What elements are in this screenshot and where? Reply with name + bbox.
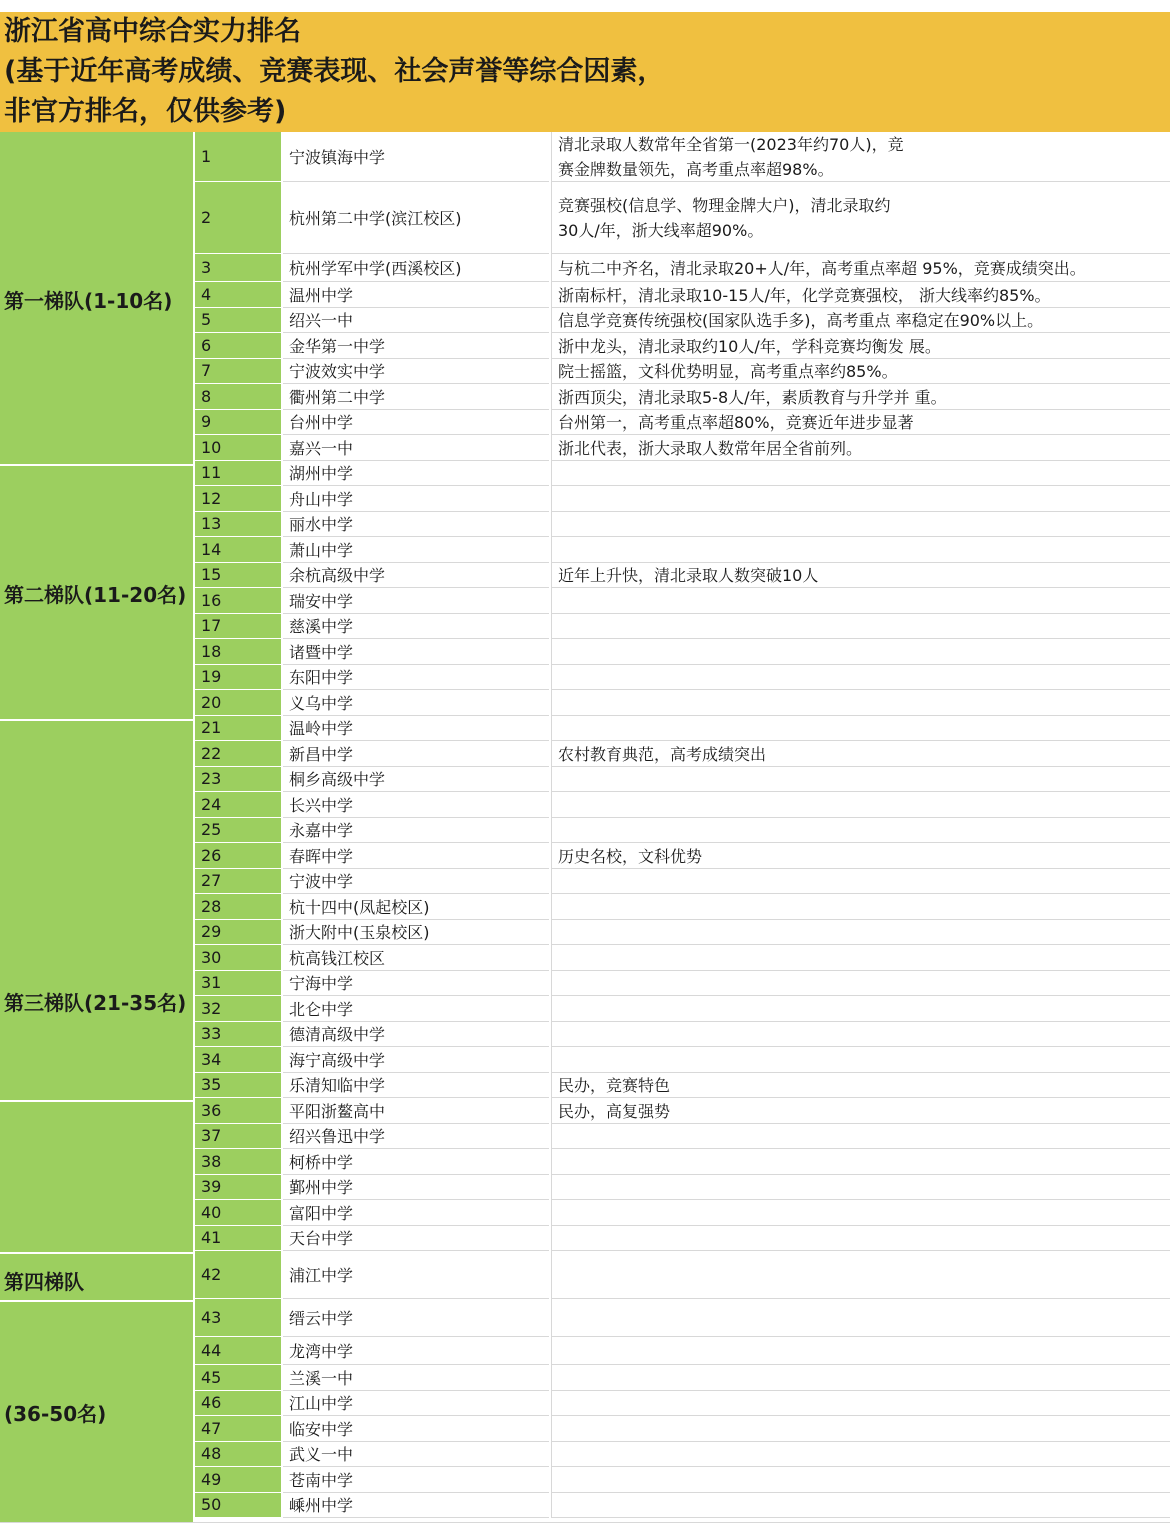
tier-label: 第三梯队(21-35名) bbox=[4, 991, 187, 1015]
note-cell: 浙南标杆，清北录取10-15人/年，化学竞赛强校， 浙大线率约85%。 bbox=[551, 282, 1170, 308]
school-name-cell: 春晖中学 bbox=[283, 843, 549, 869]
note-cell: 农村教育典范，高考成绩突出 bbox=[551, 741, 1170, 767]
table-row bbox=[0, 716, 1170, 742]
rank-cell: 13 bbox=[195, 512, 281, 538]
school-name-cell: 德清高级中学 bbox=[283, 1022, 549, 1048]
rank-cell: 27 bbox=[195, 869, 281, 895]
rank-cell: 22 bbox=[195, 741, 281, 767]
school-name-cell: 宁波效实中学 bbox=[283, 359, 549, 385]
rank-cell: 24 bbox=[195, 792, 281, 818]
table-row bbox=[0, 1442, 1170, 1468]
table-row bbox=[0, 690, 1170, 716]
rank-cell: 16 bbox=[195, 588, 281, 614]
table-row bbox=[0, 1493, 1170, 1519]
school-name-cell: 浦江中学 bbox=[283, 1251, 549, 1299]
rank-cell: 43 bbox=[195, 1299, 281, 1337]
rank-cell: 2 bbox=[195, 182, 281, 254]
note-cell bbox=[551, 792, 1170, 818]
note-cell bbox=[551, 1251, 1170, 1299]
school-name-cell: 瑞安中学 bbox=[283, 588, 549, 614]
table-row bbox=[0, 1251, 1170, 1299]
note-cell bbox=[551, 486, 1170, 512]
note-cell bbox=[551, 588, 1170, 614]
school-name-cell: 乐清知临中学 bbox=[283, 1073, 549, 1099]
table-row bbox=[0, 818, 1170, 844]
note-cell bbox=[551, 996, 1170, 1022]
school-name-cell: 丽水中学 bbox=[283, 512, 549, 538]
note-cell bbox=[551, 1416, 1170, 1442]
school-name-cell: 余杭高级中学 bbox=[283, 563, 549, 589]
rank-cell: 35 bbox=[195, 1073, 281, 1099]
tier-label: 第二梯队(11-20名) bbox=[4, 583, 187, 607]
note-cell: 民办，高复强势 bbox=[551, 1098, 1170, 1124]
school-name-cell: 诸暨中学 bbox=[283, 639, 549, 665]
rank-cell: 44 bbox=[195, 1337, 281, 1365]
note-cell bbox=[551, 945, 1170, 971]
rank-cell: 11 bbox=[195, 461, 281, 487]
table-row bbox=[0, 410, 1170, 436]
table-row bbox=[0, 132, 1170, 182]
table-row bbox=[0, 282, 1170, 308]
school-name-cell: 苍南中学 bbox=[283, 1467, 549, 1493]
school-name-cell: 缙云中学 bbox=[283, 1299, 549, 1337]
table-row bbox=[0, 588, 1170, 614]
table-row bbox=[0, 308, 1170, 334]
note-cell: 浙北代表，浙大录取人数常年居全省前列。 bbox=[551, 435, 1170, 461]
table-row bbox=[0, 665, 1170, 691]
table-row bbox=[0, 869, 1170, 895]
note-cell: 与杭二中齐名，清北录取20+人/年，高考重点率超 95%，竞赛成绩突出。 bbox=[551, 254, 1170, 282]
school-name-cell: 绍兴一中 bbox=[283, 308, 549, 334]
table-row bbox=[0, 920, 1170, 946]
school-name-cell: 柯桥中学 bbox=[283, 1149, 549, 1175]
table-row bbox=[0, 333, 1170, 359]
school-name-cell: 海宁高级中学 bbox=[283, 1047, 549, 1073]
note-cell bbox=[551, 690, 1170, 716]
rank-cell: 32 bbox=[195, 996, 281, 1022]
school-name-cell: 武义一中 bbox=[283, 1442, 549, 1468]
rank-cell: 1 bbox=[195, 132, 281, 182]
school-name-cell: 江山中学 bbox=[283, 1391, 549, 1417]
table-row bbox=[0, 254, 1170, 282]
note-cell bbox=[551, 1175, 1170, 1201]
school-name-cell: 龙湾中学 bbox=[283, 1337, 549, 1365]
table-row bbox=[0, 614, 1170, 640]
table-row bbox=[0, 359, 1170, 385]
table-row bbox=[0, 1365, 1170, 1391]
note-cell bbox=[551, 1022, 1170, 1048]
school-name-cell: 湖州中学 bbox=[283, 461, 549, 487]
school-name-cell: 义乌中学 bbox=[283, 690, 549, 716]
rank-cell: 30 bbox=[195, 945, 281, 971]
note-cell bbox=[551, 461, 1170, 487]
school-name-cell: 宁海中学 bbox=[283, 971, 549, 997]
rank-cell: 31 bbox=[195, 971, 281, 997]
note-cell: 竞赛强校(信息学、物理金牌大户)，清北录取约 30人/年，浙大线率超90%。 bbox=[551, 182, 1170, 254]
rank-cell: 12 bbox=[195, 486, 281, 512]
rank-cell: 29 bbox=[195, 920, 281, 946]
table-row bbox=[0, 537, 1170, 563]
rank-cell: 40 bbox=[195, 1200, 281, 1226]
table-row bbox=[0, 639, 1170, 665]
table-row bbox=[0, 971, 1170, 997]
rank-cell: 39 bbox=[195, 1175, 281, 1201]
table-row bbox=[0, 1149, 1170, 1175]
note-cell: 清北录取人数常年全省第一(2023年约70人)，竞 赛金牌数量领先，高考重点率超98%。 bbox=[551, 132, 1170, 182]
note-cell: 浙中龙头，清北录取约10人/年，学科竞赛均衡发 展。 bbox=[551, 333, 1170, 359]
note-cell bbox=[551, 537, 1170, 563]
school-name-cell: 永嘉中学 bbox=[283, 818, 549, 844]
school-name-cell: 杭州第二中学(滨江校区) bbox=[283, 182, 549, 254]
school-name-cell: 衢州第二中学 bbox=[283, 384, 549, 410]
note-cell bbox=[551, 716, 1170, 742]
table-row bbox=[0, 741, 1170, 767]
note-cell bbox=[551, 1337, 1170, 1365]
note-cell: 浙西顶尖，清北录取5-8人/年，素质教育与升学并 重。 bbox=[551, 384, 1170, 410]
rank-cell: 8 bbox=[195, 384, 281, 410]
table-row bbox=[0, 996, 1170, 1022]
note-cell bbox=[551, 1149, 1170, 1175]
note-cell bbox=[551, 971, 1170, 997]
note-cell bbox=[551, 767, 1170, 793]
tier-label: 第四梯队 bbox=[4, 1270, 84, 1294]
table-row bbox=[0, 1226, 1170, 1252]
rank-cell: 47 bbox=[195, 1416, 281, 1442]
note-cell bbox=[551, 1365, 1170, 1391]
note-cell bbox=[551, 1047, 1170, 1073]
note-cell bbox=[551, 665, 1170, 691]
school-name-cell: 台州中学 bbox=[283, 410, 549, 436]
school-name-cell: 舟山中学 bbox=[283, 486, 549, 512]
note-cell: 信息学竞赛传统强校(国家队选手多)，高考重点 率稳定在90%以上。 bbox=[551, 308, 1170, 334]
rank-cell: 48 bbox=[195, 1442, 281, 1468]
table-row bbox=[0, 1022, 1170, 1048]
rank-cell: 7 bbox=[195, 359, 281, 385]
table-row bbox=[0, 792, 1170, 818]
note-cell: 院士摇篮，文科优势明显，高考重点率约85%。 bbox=[551, 359, 1170, 385]
school-name-cell: 萧山中学 bbox=[283, 537, 549, 563]
school-name-cell: 嵊州中学 bbox=[283, 1493, 549, 1519]
table-row bbox=[0, 1098, 1170, 1124]
school-name-cell: 东阳中学 bbox=[283, 665, 549, 691]
note-cell bbox=[551, 639, 1170, 665]
note-cell bbox=[551, 1442, 1170, 1468]
school-name-cell: 宁波镇海中学 bbox=[283, 132, 549, 182]
page-header bbox=[0, 12, 1170, 132]
rank-cell: 20 bbox=[195, 690, 281, 716]
rank-cell: 4 bbox=[195, 282, 281, 308]
table-row bbox=[0, 894, 1170, 920]
rank-cell: 23 bbox=[195, 767, 281, 793]
school-name-cell: 绍兴鲁迅中学 bbox=[283, 1124, 549, 1150]
school-name-cell: 温岭中学 bbox=[283, 716, 549, 742]
table-row bbox=[0, 1200, 1170, 1226]
school-name-cell: 嘉兴一中 bbox=[283, 435, 549, 461]
note-cell bbox=[551, 1299, 1170, 1337]
note-cell bbox=[551, 1493, 1170, 1519]
table-row bbox=[0, 1391, 1170, 1417]
table-row bbox=[0, 1299, 1170, 1337]
school-name-cell: 平阳浙鳌高中 bbox=[283, 1098, 549, 1124]
table-row bbox=[0, 1337, 1170, 1365]
table-row bbox=[0, 1467, 1170, 1493]
school-name-cell: 桐乡高级中学 bbox=[283, 767, 549, 793]
rank-cell: 41 bbox=[195, 1226, 281, 1252]
table-bottom-border bbox=[0, 1522, 1170, 1523]
note-cell bbox=[551, 894, 1170, 920]
rank-cell: 38 bbox=[195, 1149, 281, 1175]
page-subtitle-line2: 非官方排名，仅供参考) bbox=[4, 96, 287, 127]
note-cell bbox=[551, 1226, 1170, 1252]
table-row bbox=[0, 945, 1170, 971]
table-row bbox=[0, 1073, 1170, 1099]
rank-cell: 33 bbox=[195, 1022, 281, 1048]
note-cell bbox=[551, 512, 1170, 538]
rank-cell: 14 bbox=[195, 537, 281, 563]
tier-label: (36-50名) bbox=[4, 1402, 107, 1426]
note-cell bbox=[551, 869, 1170, 895]
table-row bbox=[0, 384, 1170, 410]
rank-cell: 6 bbox=[195, 333, 281, 359]
table-row bbox=[0, 1416, 1170, 1442]
note-cell: 近年上升快，清北录取人数突破10人 bbox=[551, 563, 1170, 589]
table-row bbox=[0, 182, 1170, 254]
school-name-cell: 新昌中学 bbox=[283, 741, 549, 767]
rank-cell: 21 bbox=[195, 716, 281, 742]
rank-cell: 10 bbox=[195, 435, 281, 461]
rank-cell: 3 bbox=[195, 254, 281, 282]
table-row bbox=[0, 486, 1170, 512]
table-row bbox=[0, 1124, 1170, 1150]
table-row bbox=[0, 512, 1170, 538]
school-name-cell: 杭高钱江校区 bbox=[283, 945, 549, 971]
rank-cell: 37 bbox=[195, 1124, 281, 1150]
rank-cell: 18 bbox=[195, 639, 281, 665]
rank-cell: 9 bbox=[195, 410, 281, 436]
note-cell bbox=[551, 1467, 1170, 1493]
rank-cell: 45 bbox=[195, 1365, 281, 1391]
rank-cell: 36 bbox=[195, 1098, 281, 1124]
school-name-cell: 温州中学 bbox=[283, 282, 549, 308]
rank-cell: 19 bbox=[195, 665, 281, 691]
note-cell bbox=[551, 614, 1170, 640]
rank-cell: 42 bbox=[195, 1251, 281, 1299]
rank-cell: 28 bbox=[195, 894, 281, 920]
rank-cell: 50 bbox=[195, 1493, 281, 1519]
rank-cell: 26 bbox=[195, 843, 281, 869]
page-title: 浙江省高中综合实力排名 bbox=[4, 16, 301, 47]
note-cell bbox=[551, 920, 1170, 946]
school-name-cell: 兰溪一中 bbox=[283, 1365, 549, 1391]
school-name-cell: 慈溪中学 bbox=[283, 614, 549, 640]
table-row bbox=[0, 461, 1170, 487]
table-row bbox=[0, 1047, 1170, 1073]
school-name-cell: 天台中学 bbox=[283, 1226, 549, 1252]
rank-cell: 34 bbox=[195, 1047, 281, 1073]
rank-cell: 5 bbox=[195, 308, 281, 334]
table-row bbox=[0, 563, 1170, 589]
table-row bbox=[0, 435, 1170, 461]
rank-cell: 49 bbox=[195, 1467, 281, 1493]
note-cell bbox=[551, 1391, 1170, 1417]
note-cell bbox=[551, 1200, 1170, 1226]
note-cell bbox=[551, 1124, 1170, 1150]
school-name-cell: 鄞州中学 bbox=[283, 1175, 549, 1201]
rank-cell: 17 bbox=[195, 614, 281, 640]
school-name-cell: 临安中学 bbox=[283, 1416, 549, 1442]
school-name-cell: 金华第一中学 bbox=[283, 333, 549, 359]
table-row bbox=[0, 1175, 1170, 1201]
note-cell: 历史名校，文科优势 bbox=[551, 843, 1170, 869]
table-row bbox=[0, 843, 1170, 869]
page-subtitle-line1: (基于近年高考成绩、竞赛表现、社会声誉等综合因素， bbox=[4, 56, 665, 87]
table-row bbox=[0, 767, 1170, 793]
school-name-cell: 长兴中学 bbox=[283, 792, 549, 818]
school-name-cell: 杭十四中(凤起校区) bbox=[283, 894, 549, 920]
tier-label: 第一梯队(1-10名) bbox=[4, 289, 173, 313]
rank-cell: 15 bbox=[195, 563, 281, 589]
school-name-cell: 北仑中学 bbox=[283, 996, 549, 1022]
rank-cell: 46 bbox=[195, 1391, 281, 1417]
school-name-cell: 宁波中学 bbox=[283, 869, 549, 895]
school-name-cell: 杭州学军中学(西溪校区) bbox=[283, 254, 549, 282]
note-cell bbox=[551, 818, 1170, 844]
note-cell: 民办，竞赛特色 bbox=[551, 1073, 1170, 1099]
rank-cell: 25 bbox=[195, 818, 281, 844]
school-name-cell: 浙大附中(玉泉校区) bbox=[283, 920, 549, 946]
note-cell: 台州第一，高考重点率超80%，竞赛近年进步显著 bbox=[551, 410, 1170, 436]
school-name-cell: 富阳中学 bbox=[283, 1200, 549, 1226]
